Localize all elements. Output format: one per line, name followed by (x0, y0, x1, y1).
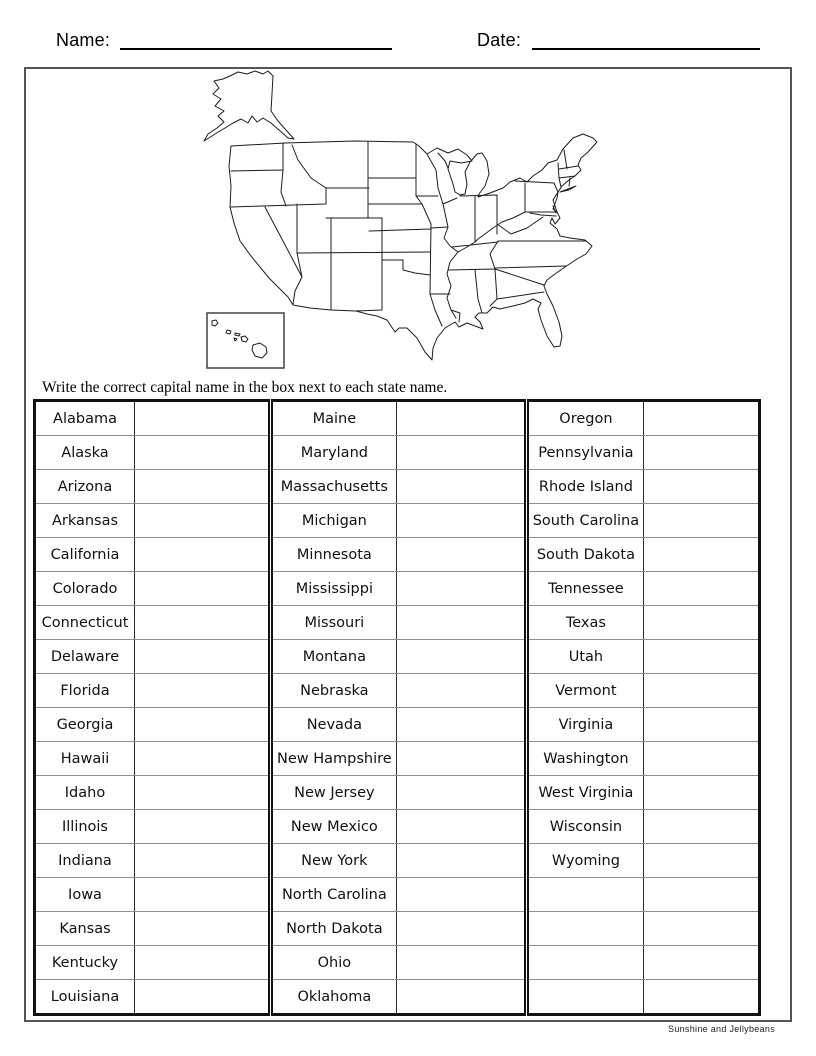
capital-answer-box[interactable] (396, 572, 526, 606)
state-name-cell: Oregon (526, 401, 643, 436)
state-name-cell: Idaho (35, 776, 135, 810)
capital-answer-box[interactable] (396, 401, 526, 436)
capital-answer-box[interactable] (135, 640, 271, 674)
state-name-cell: Delaware (35, 640, 135, 674)
table-row (35, 470, 760, 504)
table-row (35, 742, 760, 776)
table-row (35, 810, 760, 844)
capital-answer-box[interactable] (644, 504, 760, 538)
state-name-cell: New Mexico (271, 810, 397, 844)
state-name-cell (526, 878, 643, 912)
capital-answer-box[interactable] (396, 470, 526, 504)
capital-answer-box[interactable] (396, 742, 526, 776)
hawaii-inset-box (207, 313, 284, 368)
state-name-cell: Indiana (35, 844, 135, 878)
state-name-cell: West Virginia (526, 776, 643, 810)
capital-answer-box[interactable] (135, 401, 271, 436)
state-borders (230, 142, 586, 326)
alaska-outline (204, 71, 294, 141)
capital-answer-box[interactable] (396, 810, 526, 844)
capital-answer-box[interactable] (644, 946, 760, 980)
capital-answer-box[interactable] (644, 436, 760, 470)
state-name-cell: Nebraska (271, 674, 397, 708)
state-name-cell: Rhode Island (526, 470, 643, 504)
state-name-cell: New Hampshire (271, 742, 397, 776)
capital-answer-box[interactable] (135, 980, 271, 1015)
state-name-cell: Minnesota (271, 538, 397, 572)
table-row (35, 436, 760, 470)
state-name-cell: North Dakota (271, 912, 397, 946)
state-name-cell: Colorado (35, 572, 135, 606)
table-row (35, 504, 760, 538)
state-name-cell: Arkansas (35, 504, 135, 538)
capital-answer-box[interactable] (135, 810, 271, 844)
state-name-cell: North Carolina (271, 878, 397, 912)
state-name-cell: Texas (526, 606, 643, 640)
state-name-cell: New York (271, 844, 397, 878)
state-name-cell: Tennessee (526, 572, 643, 606)
state-name-cell: Arizona (35, 470, 135, 504)
capital-answer-box[interactable] (135, 504, 271, 538)
state-name-cell (526, 946, 643, 980)
state-name-cell: South Carolina (526, 504, 643, 538)
state-name-cell: Wyoming (526, 844, 643, 878)
state-name-cell: California (35, 538, 135, 572)
state-name-cell: Pennsylvania (526, 436, 643, 470)
state-name-cell: Nevada (271, 708, 397, 742)
capital-answer-box[interactable] (644, 538, 760, 572)
us-outline-map (145, 66, 605, 376)
states-capitals-table (33, 399, 761, 1016)
state-name-cell: Mississippi (271, 572, 397, 606)
capital-answer-box[interactable] (396, 980, 526, 1015)
capital-answer-box[interactable] (644, 844, 760, 878)
capital-answer-box[interactable] (135, 878, 271, 912)
table-row (35, 980, 760, 1015)
state-name-cell: Hawaii (35, 742, 135, 776)
capital-answer-box[interactable] (135, 538, 271, 572)
capital-answer-box[interactable] (135, 470, 271, 504)
state-name-cell (526, 912, 643, 946)
state-name-cell: Maine (271, 401, 397, 436)
state-name-cell: Massachusetts (271, 470, 397, 504)
state-name-cell: Montana (271, 640, 397, 674)
capital-answer-box[interactable] (644, 912, 760, 946)
capital-answer-box[interactable] (644, 742, 760, 776)
table-row (35, 606, 760, 640)
capital-answer-box[interactable] (644, 674, 760, 708)
state-name-cell (526, 980, 643, 1015)
capital-answer-box[interactable] (644, 470, 760, 504)
capital-answer-box[interactable] (644, 640, 760, 674)
table-row (35, 878, 760, 912)
state-name-cell: Michigan (271, 504, 397, 538)
capital-answer-box[interactable] (135, 742, 271, 776)
capital-answer-box[interactable] (644, 708, 760, 742)
date-label: Date: (477, 30, 522, 50)
capital-answer-box[interactable] (135, 572, 271, 606)
capital-answer-box[interactable] (396, 708, 526, 742)
capital-answer-box[interactable] (644, 810, 760, 844)
state-name-cell: Kansas (35, 912, 135, 946)
capital-answer-box[interactable] (396, 912, 526, 946)
capital-answer-box[interactable] (135, 946, 271, 980)
state-name-cell: Missouri (271, 606, 397, 640)
state-name-cell: Oklahoma (271, 980, 397, 1015)
credit-text: Sunshine and Jellybeans (668, 1024, 775, 1034)
state-name-cell: Alaska (35, 436, 135, 470)
capital-answer-box[interactable] (396, 878, 526, 912)
name-label: Name: (56, 30, 111, 50)
capital-answer-box[interactable] (396, 538, 526, 572)
date-line[interactable] (532, 30, 760, 50)
state-name-cell: Florida (35, 674, 135, 708)
capital-answer-box[interactable] (396, 504, 526, 538)
capital-answer-box[interactable] (644, 776, 760, 810)
state-name-cell: Ohio (271, 946, 397, 980)
state-name-cell: Maryland (271, 436, 397, 470)
capital-answer-box[interactable] (135, 606, 271, 640)
capital-answer-box[interactable] (644, 606, 760, 640)
capital-answer-box[interactable] (135, 436, 271, 470)
capital-answer-box[interactable] (396, 436, 526, 470)
table-row (35, 538, 760, 572)
state-name-cell: New Jersey (271, 776, 397, 810)
table-row (35, 401, 760, 436)
capital-answer-box[interactable] (396, 640, 526, 674)
table-row (35, 674, 760, 708)
state-name-cell: Connecticut (35, 606, 135, 640)
name-line[interactable] (120, 30, 392, 50)
table-row (35, 640, 760, 674)
instruction-text: Write the correct capital name in the box next to each state name. (42, 379, 448, 396)
capital-answer-box[interactable] (396, 776, 526, 810)
capital-answer-box[interactable] (135, 708, 271, 742)
table-row (35, 572, 760, 606)
capital-answer-box[interactable] (644, 401, 760, 436)
state-name-cell: Kentucky (35, 946, 135, 980)
capital-answer-box[interactable] (396, 946, 526, 980)
table-row (35, 946, 760, 980)
capital-answer-box[interactable] (396, 674, 526, 708)
table-row (35, 844, 760, 878)
table-row (35, 708, 760, 742)
state-name-cell: Alabama (35, 401, 135, 436)
state-name-cell: Illinois (35, 810, 135, 844)
capital-answer-box[interactable] (135, 776, 271, 810)
table-row (35, 776, 760, 810)
table-row (35, 912, 760, 946)
capital-answer-box[interactable] (644, 572, 760, 606)
capital-answer-box[interactable] (396, 606, 526, 640)
state-name-cell: Vermont (526, 674, 643, 708)
hawaii-islands (212, 320, 267, 358)
capital-answer-box[interactable] (135, 844, 271, 878)
state-name-cell: Washington (526, 742, 643, 776)
capital-answer-box[interactable] (135, 674, 271, 708)
capital-answer-box[interactable] (135, 912, 271, 946)
state-name-cell: Georgia (35, 708, 135, 742)
state-name-cell: Iowa (35, 878, 135, 912)
state-name-cell: Utah (526, 640, 643, 674)
capital-answer-box[interactable] (644, 878, 760, 912)
capital-answer-box[interactable] (396, 844, 526, 878)
state-name-cell: South Dakota (526, 538, 643, 572)
state-name-cell: Wisconsin (526, 810, 643, 844)
state-name-cell: Louisiana (35, 980, 135, 1015)
state-name-cell: Virginia (526, 708, 643, 742)
capital-answer-box[interactable] (644, 980, 760, 1015)
